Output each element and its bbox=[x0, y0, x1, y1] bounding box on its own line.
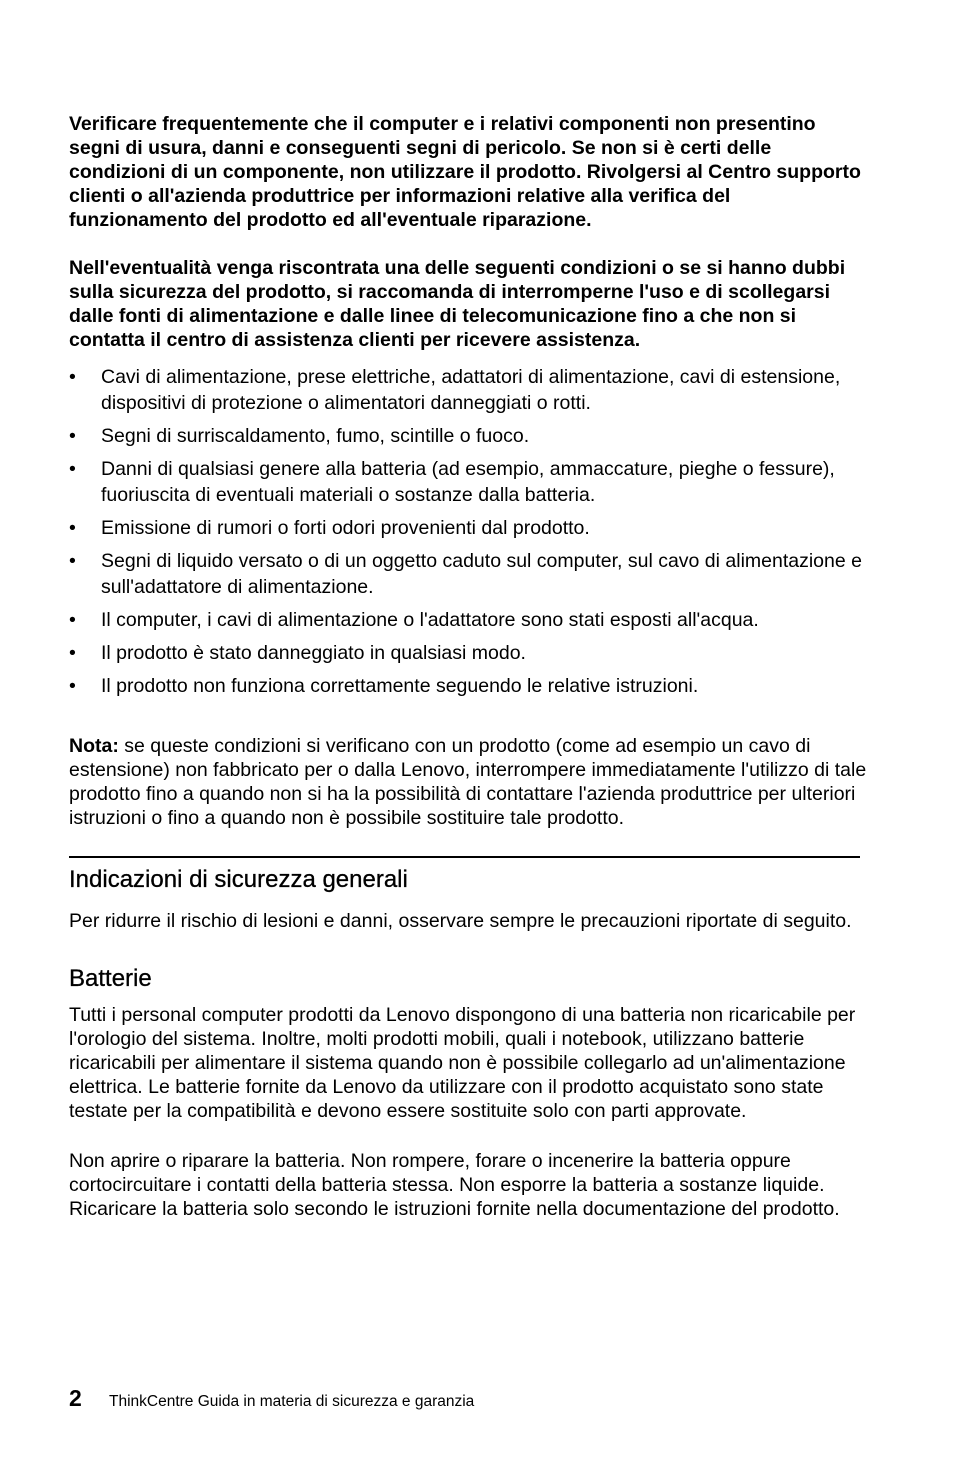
bullet-icon: • bbox=[69, 642, 76, 664]
note-label: Nota: bbox=[69, 735, 119, 757]
bullet-icon: • bbox=[69, 458, 76, 480]
list-item-text: Danni di qualsiasi genere alla batteria (ad esempio, ammaccature, pieghe o fessure), fuoriuscita di eventuali materiali o sostanze dalla batteria. bbox=[101, 458, 835, 506]
bullet-icon: • bbox=[69, 609, 76, 631]
list-item bbox=[69, 515, 869, 541]
list-item-text: Segni di liquido versato o di un oggetto caduto sul computer, sul cavo di alimentazione e sull'adattatore di alimentazione. bbox=[101, 550, 862, 598]
bullet-icon: • bbox=[69, 550, 76, 572]
bullet-icon: • bbox=[69, 425, 76, 447]
conditions-paragraph: Nell'eventualità venga riscontrata una delle seguenti condizioni o se si hanno dubbi sulla sicurezza del prodotto, si raccomanda di interromperne l'uso e di scollegarsi dalle fonti di alimentazione e dalle linee di telecomunicazione fino a che non si contatta il centro di assistenza clienti per ricevere assistenza. bbox=[69, 257, 846, 351]
subsection-title: Batterie bbox=[69, 965, 152, 992]
warning-paragraph: Verificare frequentemente che il computer e i relativi componenti non presentino segni di usura, danni e conseguenti segni di pericolo. Se non si è certi delle condizioni di un componente, non utilizzare il prodotto. Rivolgersi al Centro supporto clienti o all'azienda produttrice per informazioni relative alla verifica del funzionamento del prodotto ed all'eventuale riparazione. bbox=[69, 113, 861, 231]
list-item bbox=[69, 364, 869, 416]
list-item bbox=[69, 673, 869, 699]
bullet-icon: • bbox=[69, 366, 76, 388]
bullet-icon: • bbox=[69, 675, 76, 697]
section-title: Indicazioni di sicurezza generali bbox=[69, 866, 408, 893]
page-number: 2 bbox=[69, 1385, 82, 1411]
conditions-list bbox=[69, 364, 869, 699]
page-footer bbox=[69, 1385, 474, 1412]
list-item-text: Il prodotto non funziona correttamente seguendo le relative istruzioni. bbox=[101, 675, 699, 697]
list-item-text: Cavi di alimentazione, prese elettriche, adattatori di alimentazione, cavi di estensione, dispositivi di protezione o alimentatori danneggiati o rotti. bbox=[101, 366, 841, 414]
list-item bbox=[69, 456, 869, 508]
list-item-text: Segni di surriscaldamento, fumo, scintille o fuoco. bbox=[101, 425, 530, 447]
footer-title: ThinkCentre Guida in materia di sicurezza e garanzia bbox=[109, 1393, 475, 1410]
note-text: se queste condizioni si verificano con un prodotto (come ad esempio un cavo di estensione) non fabbricato per o dalla Lenovo, interrompere immediatamente l'utilizzo di tale prodotto fino a quando non si ha la possibilità di contattare l'azienda produttrice per ulteriori istruzioni o fino a quando non è possibile sostituire tale prodotto. bbox=[69, 735, 867, 829]
list-item bbox=[69, 548, 869, 600]
list-item bbox=[69, 423, 869, 449]
batteries-paragraph-2: Non aprire o riparare la batteria. Non rompere, forare o incenerire la batteria oppure cortocircuitare i contatti della batteria stessa. Non esporre la batteria a sostanze liquide. Ricaricare la batteria solo secondo le istruzioni fornite nella documentazione del prodotto. bbox=[69, 1150, 840, 1220]
note-paragraph bbox=[69, 734, 869, 830]
list-item-text: Il prodotto è stato danneggiato in qualsiasi modo. bbox=[101, 642, 526, 664]
bullet-icon: • bbox=[69, 517, 76, 539]
list-item bbox=[69, 640, 869, 666]
section-intro: Per ridurre il rischio di lesioni e danni, osservare sempre le precauzioni riportate di seguito. bbox=[69, 910, 852, 932]
batteries-paragraph-1: Tutti i personal computer prodotti da Lenovo dispongono di una batteria non ricaricabile per l'orologio del sistema. Inoltre, molti prodotti mobili, quali i notebook, utilizzano batterie ricaricabili per alimentare il sistema quando non è possibile collegarlo ad un'alimentazione elettrica. Le batterie fornite da Lenovo da utilizzare con il prodotto acquistato sono state testate per la compatibilità e devono essere sostituite solo con parti approvate. bbox=[69, 1004, 856, 1122]
list-item bbox=[69, 607, 869, 633]
list-item-text: Il computer, i cavi di alimentazione o l'adattatore sono stati esposti all'acqua. bbox=[101, 609, 759, 631]
section-divider bbox=[69, 856, 860, 858]
page-content bbox=[69, 112, 869, 1221]
list-item-text: Emissione di rumori o forti odori provenienti dal prodotto. bbox=[101, 517, 590, 539]
